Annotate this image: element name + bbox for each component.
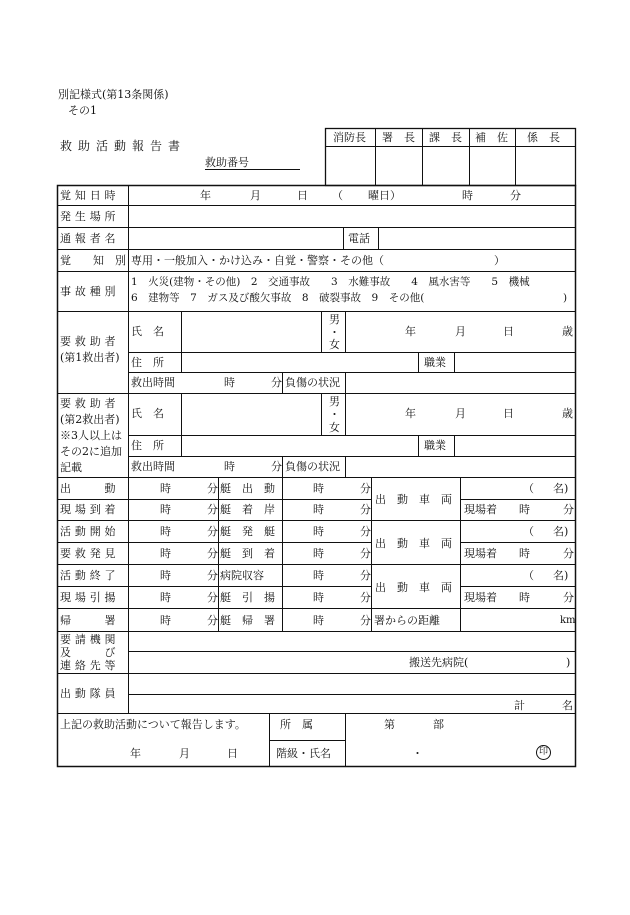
victim2-year: 年 [405, 407, 416, 420]
rank-name-label: 階級・氏名 [276, 747, 331, 760]
sub-reference: その1 [68, 104, 97, 117]
timeline-minute: 分 [360, 614, 371, 627]
label-phone: 電話 [348, 232, 370, 245]
approval-fire-chief: 消防長 [333, 131, 366, 144]
awareness-type-options: 専用・一般加入・かけ込み・自覚・警察・その他（ ） [131, 254, 505, 267]
timeline-minute: 分 [207, 525, 218, 538]
timeline-minute: 分 [360, 525, 371, 538]
timeline-hour: 時 [313, 503, 324, 516]
victim1-month: 月 [455, 325, 466, 338]
approval-section-chief: 課 長 [429, 131, 462, 144]
timeline-boat-withdraw: 艇 引 揚 [220, 591, 275, 604]
victim2-sex-dot: ・ [329, 408, 340, 421]
label-location: 発生場所 [60, 210, 120, 223]
timeline-hour: 時 [313, 569, 324, 582]
vehicle-arrival-label: 現場着 [464, 547, 497, 560]
victim1-rescue-time-label: 救出時間 [131, 376, 175, 389]
incident-type-line1: 1 火災(建物・その他) 2 交通事故 3 水難事故 4 風水害等 5 機械 [131, 276, 530, 288]
timeline-minute: 分 [207, 569, 218, 582]
victim2-note1: ※3人以上は [60, 429, 122, 442]
timeline-hour: 時 [160, 547, 171, 560]
vehicle-label-3: 出 動 車 両 [375, 581, 452, 594]
vehicle-arrival-minute: 分 [563, 591, 574, 604]
hospital-label: 搬送先病院( [409, 656, 469, 669]
timeline-minute: 分 [360, 569, 371, 582]
victim2-occupation-label: 職業 [424, 439, 446, 452]
victim2-name-label: 氏 名 [131, 407, 164, 420]
awareness-day: 日 [297, 189, 308, 202]
report-month: 月 [179, 747, 190, 760]
label-awareness-type: 覚 知 別 [60, 254, 126, 267]
victim1-age: 歳 [562, 325, 573, 338]
distance-label: 署からの距離 [374, 614, 440, 627]
timeline-boat-depart: 艇 発 艇 [220, 525, 275, 538]
timeline-hospital: 病院収容 [220, 569, 264, 582]
hospital-label-end: ) [566, 656, 571, 669]
vehicle-arrival-minute: 分 [563, 547, 574, 560]
label-awareness-datetime: 覚知日時 [60, 189, 120, 202]
request-org-line1: 要請機関 [60, 633, 120, 646]
awareness-weekday: 曜日） [368, 189, 401, 202]
victim1-sex-dot: ・ [329, 326, 340, 339]
victim1-label: 要救助者 [60, 335, 120, 348]
incident-type-line2-end: ) [563, 292, 568, 304]
victim2-sex-female[interactable]: 女 [329, 421, 340, 434]
page-title: 救助活動報告書 [60, 139, 187, 153]
timeline-minute: 分 [360, 482, 371, 495]
timeline-return: 帰 署 [60, 614, 120, 627]
timeline-minute: 分 [360, 591, 371, 604]
approval-assistant: 補 佐 [475, 131, 508, 144]
timeline-hour: 時 [313, 525, 324, 538]
vehicle-count-open: （ [523, 482, 534, 495]
victim1-hour: 時 [224, 376, 235, 389]
timeline-boat-return: 艇 帰 署 [220, 614, 275, 627]
timeline-hour: 時 [313, 591, 324, 604]
timeline-boat-dock: 艇 着 岸 [220, 503, 275, 516]
victim1-address-label: 住 所 [131, 356, 164, 369]
victim1-injury-label: 負傷の状況 [285, 376, 340, 389]
victim2-age: 歳 [562, 407, 573, 420]
total-label: 計 [514, 699, 525, 712]
victim1-minute: 分 [271, 376, 282, 389]
request-org-line2: 及 び [60, 646, 120, 659]
timeline-victim-found: 要救発見 [60, 547, 120, 560]
report-day: 日 [227, 747, 238, 760]
timeline-hour: 時 [313, 614, 324, 627]
timeline-minute: 分 [360, 503, 371, 516]
rescue-number-field[interactable]: 救助番号 [205, 157, 300, 170]
victim1-occupation-label: 職業 [424, 356, 446, 369]
vehicle-arrival-hour: 時 [519, 547, 530, 560]
victim2-hour: 時 [224, 460, 235, 473]
victim2-day: 日 [503, 407, 514, 420]
victim1-sex-male[interactable]: 男 [329, 313, 340, 326]
label-reporter: 通報者名 [60, 232, 120, 245]
victim2-note3: 記載 [60, 461, 82, 474]
affiliation-dai: 第 [384, 718, 395, 731]
report-year: 年 [130, 747, 141, 760]
awareness-minute: 分 [510, 189, 521, 202]
awareness-year: 年 [200, 189, 211, 202]
timeline-hour: 時 [313, 482, 324, 495]
victim2-sex-male[interactable]: 男 [329, 395, 340, 408]
timeline-activity-start: 活動開始 [60, 525, 120, 538]
victim2-rescue-time-label: 救出時間 [131, 460, 175, 473]
victim2-injury-label: 負傷の状況 [285, 460, 340, 473]
form-reference: 別記様式(第13条関係) [58, 88, 169, 101]
affiliation-label: 所 属 [280, 718, 313, 731]
awareness-hour: 時 [462, 189, 473, 202]
incident-type-line2: 6 建物等 7 ガス及び酸欠事故 8 破裂事故 9 その他( [131, 292, 425, 304]
timeline-minute: 分 [207, 547, 218, 560]
victim2-note2: その2に追加 [60, 445, 122, 458]
timeline-hour: 時 [160, 503, 171, 516]
timeline-hour: 時 [160, 482, 171, 495]
timeline-hour: 時 [160, 591, 171, 604]
vehicle-arrival-hour: 時 [519, 591, 530, 604]
victim1-name-label: 氏 名 [131, 325, 164, 338]
timeline-boat-arrive: 艇 到 着 [220, 547, 275, 560]
victim1-sex-female[interactable]: 女 [329, 338, 340, 351]
timeline-arrival: 現場到着 [60, 503, 120, 516]
people-unit: 名 [562, 699, 573, 712]
awareness-paren: （ [332, 189, 343, 202]
label-incident-type: 事故種別 [60, 285, 120, 298]
awareness-month: 月 [250, 189, 261, 202]
rank-name-dot: ・ [412, 747, 423, 760]
victim1-sublabel: (第1救出者) [60, 351, 120, 364]
approval-station-chief: 署 長 [382, 131, 415, 144]
vehicle-arrival-label: 現場着 [464, 591, 497, 604]
vehicle-count-open: （ [523, 525, 534, 538]
victim2-label: 要救助者 [60, 397, 120, 410]
timeline-minute: 分 [207, 614, 218, 627]
report-statement: 上記の救助活動について報告します。 [60, 718, 246, 731]
timeline-dispatch: 出 動 [60, 482, 120, 495]
timeline-hour: 時 [313, 547, 324, 560]
victim2-address-label: 住 所 [131, 439, 164, 452]
timeline-hour: 時 [160, 614, 171, 627]
affiliation-bu: 部 [433, 718, 444, 731]
vehicle-count-close: 名) [553, 569, 569, 582]
timeline-hour: 時 [160, 525, 171, 538]
victim2-month: 月 [455, 407, 466, 420]
approval-unit-chief: 係 長 [527, 131, 560, 144]
timeline-withdraw: 現場引揚 [60, 591, 120, 604]
victim1-day: 日 [503, 325, 514, 338]
timeline-minute: 分 [207, 503, 218, 516]
vehicle-count-open: （ [523, 569, 534, 582]
timeline-boat-dispatch: 艇 出 動 [220, 482, 275, 495]
timeline-minute: 分 [207, 591, 218, 604]
vehicle-count-close: 名) [553, 482, 569, 495]
timeline-minute: 分 [360, 547, 371, 560]
vehicle-arrival-label: 現場着 [464, 503, 497, 516]
vehicle-arrival-hour: 時 [519, 503, 530, 516]
timeline-minute: 分 [207, 482, 218, 495]
seal-icon: 印 [536, 745, 551, 760]
timeline-activity-end: 活動終了 [60, 569, 120, 582]
vehicle-arrival-minute: 分 [563, 503, 574, 516]
distance-unit: km [560, 615, 576, 626]
victim2-minute: 分 [271, 460, 282, 473]
victim1-year: 年 [405, 325, 416, 338]
vehicle-label-2: 出 動 車 両 [375, 537, 452, 550]
dispatched-label: 出動隊員 [60, 687, 120, 700]
request-org-line3: 連絡先等 [60, 659, 120, 672]
vehicle-count-close: 名) [553, 525, 569, 538]
victim2-sublabel: (第2救出者) [60, 413, 120, 426]
vehicle-label-1: 出 動 車 両 [375, 493, 452, 506]
timeline-hour: 時 [160, 569, 171, 582]
